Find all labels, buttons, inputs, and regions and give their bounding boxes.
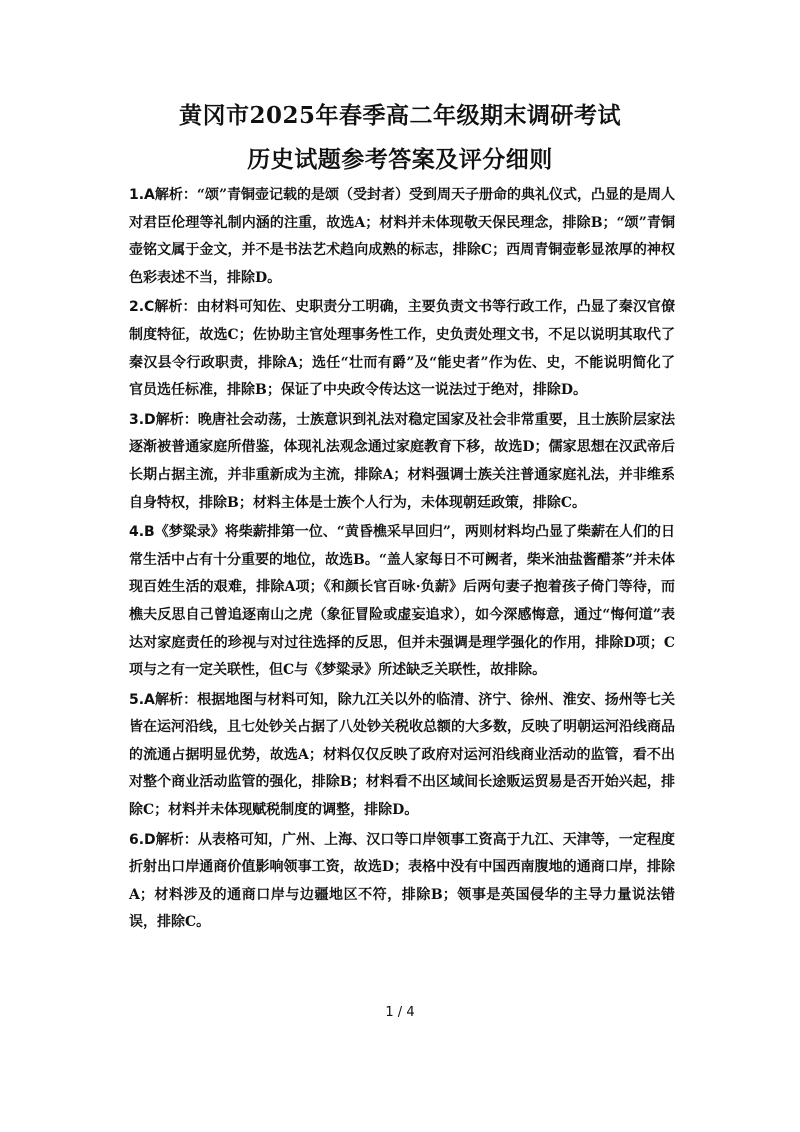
answer-5-label: 5.A: [129, 691, 155, 708]
document-subtitle: 历史试题参考答案及评分细则: [247, 146, 553, 173]
answer-1: [129, 182, 675, 292]
answer-4-text: 《梦粱录》将柴薪排第一位、“黄昏樵采早回归”，两则材料均凸显了柴薪在人们的日常生活中占有十分重要的地位，故选B。“盖人家每日不可阙者，柴米油盐酱醋茶”并未体现百姓生活的艰难，排除A项；《和颜长官百咏·负薪》后两句妻子抱着孩子倚门等待，而樵夫反思自己曾追逐南山之虎（象征冒险或虚妄追求），如今深感悔意，通过“悔何道”表达对家庭责任的珍视与对过往选择的反思，但并未强调是理学强化的作用，排除D项；C项与之有一定关联性，但C与《梦粱录》所述缺乏关联性，故排除。: [129, 524, 675, 679]
answer-6: [129, 827, 675, 937]
answer-2-label: 2.C: [129, 299, 155, 316]
answer-4: [129, 519, 675, 685]
answer-3: [129, 407, 675, 517]
answer-6-label: 6.D: [129, 831, 156, 848]
answer-2-text: 解析：由材料可知佐、史职责分工明确，主要负责文书等行政工作，凸显了秦汉官僚制度特征，故选C；佐协助主官处理事务性工作，史负责处理文书，不足以说明其取代了秦汉县令行政职责，排除A；选任“壮而有爵”及“能史者”作为佐、史，不能说明简化了官员选任标准，排除B；保证了中央政令传达这一说法过于绝对，排除D。: [129, 299, 675, 399]
answer-6-text: 解析：从表格可知，广州、上海、汉口等口岸领事工资高于九江、天津等，一定程度折射出口岸通商价值影响领事工资，故选D；表格中没有中国西南腹地的通商口岸，排除A；材料涉及的通商口岸与边疆地区不符，排除B；领事是英国侵华的主导力量说法错误，排除C。: [129, 831, 675, 931]
answer-3-label: 3.D: [129, 411, 156, 428]
answers-list: [129, 182, 675, 937]
answer-3-text: 解析：晚唐社会动荡，士族意识到礼法对稳定国家及社会非常重要，且士族阶层家法逐渐被普通家庭所借鉴，体现礼法观念通过家庭教育下移，故选D；儒家思想在汉武帝后长期占据主流，并非重新成为主流，排除A；材料强调士族关注普通家庭礼法，并非维系自身特权，排除B；材料主体是士族个人行为，未体现朝廷政策，排除C。: [129, 411, 675, 511]
page-number: 1 / 4: [385, 1005, 415, 1020]
answer-5-text: 解析：根据地图与材料可知，除九江关以外的临清、济宁、徐州、淮安、扬州等七关皆在运河沿线，且七处钞关占据了八处钞关税收总额的大多数，反映了明朝运河沿线商品的流通占据明显优势，故选A；材料仅仅反映了政府对运河沿线商业活动的监管，看不出对整个商业活动监管的强化，排除B；材料看不出区域间长途贩运贸易是否开始兴起，排除C；材料并未体现赋税制度的调整，排除D。: [129, 691, 675, 819]
answer-1-text: 解析：“颂”青铜壶记载的是颂（受封者）受到周天子册命的典礼仪式，凸显的是周人对君臣伦理等礼制内涵的注重，故选A；材料并未体现敬天保民理念，排除B；“颂”青铜壶铭文属于金文，并不是书法艺术趋向成熟的标志，排除C；西周青铜壶彰显浓厚的神权色彩表述不当，排除D。: [129, 187, 676, 286]
answer-5: [129, 687, 675, 825]
answer-4-label: 4.B: [129, 524, 155, 541]
answer-2: [129, 294, 675, 404]
answer-1-label: 1.A: [129, 187, 155, 203]
document-title: 黄冈市2025年春季高二年级期末调研考试: [178, 102, 621, 129]
